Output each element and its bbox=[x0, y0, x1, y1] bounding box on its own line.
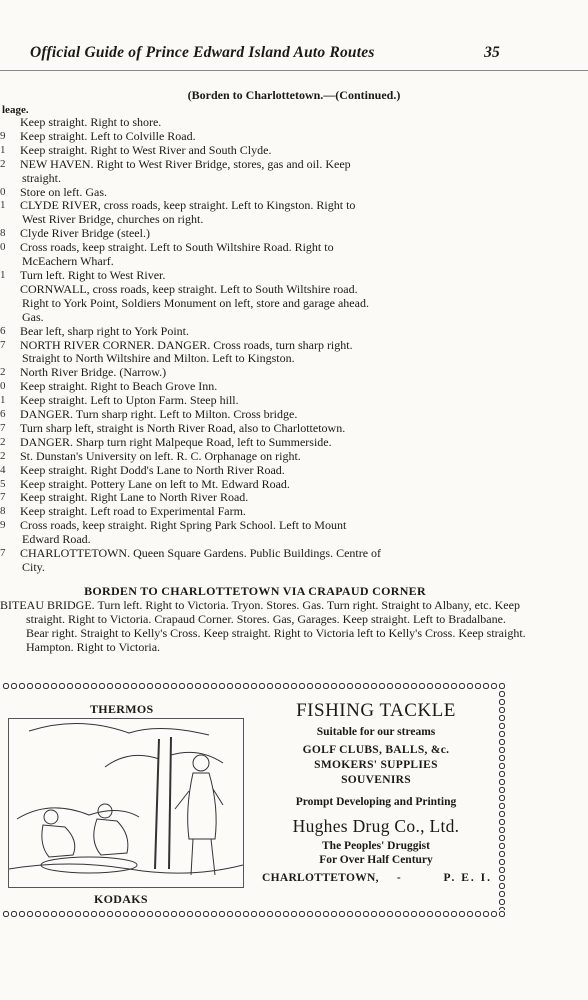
route-entry bbox=[0, 158, 510, 172]
mileage-number: 8 bbox=[0, 505, 6, 518]
ad-line-2: GOLF CLUBS, BALLS, &c. bbox=[302, 744, 450, 756]
route-entry bbox=[0, 352, 510, 366]
route-entry-text: DANGER. Turn sharp right. Left to Milton. Cross bridge. bbox=[20, 407, 298, 422]
route-entry bbox=[0, 325, 510, 339]
route-entry bbox=[0, 186, 510, 200]
route-entry bbox=[0, 547, 510, 561]
mileage-number: 1 bbox=[0, 394, 6, 407]
mileage-number: 0 bbox=[0, 380, 6, 393]
route-entry bbox=[0, 422, 510, 436]
route-entry bbox=[0, 213, 510, 227]
route-entry bbox=[0, 241, 510, 255]
route-entry bbox=[0, 116, 510, 130]
mileage-number: 0 bbox=[0, 185, 6, 198]
mileage-number: 2 bbox=[0, 157, 6, 170]
picnic-scene-icon bbox=[9, 719, 243, 887]
ad-tagline-1: The Peoples' Druggist bbox=[322, 840, 430, 852]
header-rule bbox=[0, 70, 588, 71]
ad-address bbox=[258, 872, 494, 884]
route-entry-text: Keep straight. Right to West River and South Clyde. bbox=[20, 142, 272, 157]
route-entry bbox=[0, 478, 510, 492]
route-entry-text: Keep straight. Right Dodd's Lane to North River Road. bbox=[20, 462, 285, 477]
route-entry-text: NORTH RIVER CORNER. DANGER. Cross roads, turn sharp right. bbox=[20, 337, 353, 352]
ad-border-top bbox=[2, 682, 506, 690]
mileage-number: 9 bbox=[0, 129, 6, 142]
route-entry-text: Cross roads, keep straight. Right Spring Park School. Left to Mount bbox=[20, 518, 347, 533]
route-entry bbox=[0, 172, 510, 186]
ad-line-1: Suitable for our streams bbox=[316, 726, 436, 738]
section-paragraph: BITEAU BRIDGE. Turn left. Right to Victoria. Tryon. Stores. Gas. Turn right. Straight to Albany, etc. Keep straight. Right to Victoria. Crapaud Corner. Stores. Gas, Garages. Keep straight. Left to Bradalbane. Bear right. Straight to Kelly's Cross. Keep straight. Right to Victoria left to Kelly's Cross. Keep straight. Hampton. Right to Victoria. bbox=[0, 598, 526, 654]
route-entry bbox=[0, 269, 510, 283]
route-entry-text: Right to York Point, Soldiers Monument on left, store and garage ahead. bbox=[22, 295, 369, 310]
route-entry-text: Gas. bbox=[22, 309, 44, 324]
mileage-number: 5 bbox=[0, 477, 6, 490]
route-entry-text: Keep straight. Left to Colville Road. bbox=[20, 128, 196, 143]
ad-company: Hughes Drug Co., Ltd. bbox=[292, 816, 460, 836]
route-entry-text: Store on left. Gas. bbox=[20, 184, 107, 199]
mileage-number: 1 bbox=[0, 268, 6, 281]
section-title: BORDEN TO CHARLOTTETOWN VIA CRAPAUD CORNER bbox=[84, 584, 426, 598]
route-entry bbox=[0, 533, 510, 547]
page-header bbox=[30, 44, 500, 62]
ad-line-5: Prompt Developing and Printing bbox=[295, 796, 457, 808]
mileage-number: 7 bbox=[0, 491, 6, 504]
route-entry-text: CORNWALL, cross roads, keep straight. Left to South Wiltshire road. bbox=[20, 281, 358, 296]
ad-headline: FISHING TACKLE bbox=[296, 700, 456, 721]
route-entry-text: Edward Road. bbox=[22, 532, 91, 547]
route-entry-text: Turn sharp left, straight is North River Road, also to Charlottetown. bbox=[20, 420, 346, 435]
mileage-number: 1 bbox=[0, 199, 6, 212]
ad-line-4: SOUVENIRS bbox=[341, 774, 411, 786]
ad-province: P. E. I. bbox=[443, 872, 492, 884]
route-entry-text: Keep straight. Right to shore. bbox=[20, 115, 162, 129]
route-entry bbox=[0, 227, 510, 241]
mileage-number: 2 bbox=[0, 435, 6, 448]
route-entry-text: McEachern Wharf. bbox=[22, 254, 114, 269]
route-entry bbox=[0, 505, 510, 519]
route-entry-text: Clyde River Bridge (steel.) bbox=[20, 226, 150, 241]
mileage-number: 1 bbox=[0, 143, 6, 156]
mileage-number: 7 bbox=[0, 421, 6, 434]
mileage-number: 4 bbox=[0, 463, 6, 476]
mileage-number: 8 bbox=[0, 227, 6, 240]
route-entry bbox=[0, 491, 510, 505]
ad-place: CHARLOTTETOWN, bbox=[262, 872, 379, 884]
route-entry bbox=[0, 561, 510, 575]
route-entry-text: CHARLOTTETOWN. Queen Square Gardens. Public Buildings. Centre of bbox=[20, 546, 382, 561]
ad-right-panel bbox=[258, 700, 494, 884]
route-entry bbox=[0, 339, 510, 353]
route-entry-text: Keep straight. Left road to Experimental Farm. bbox=[20, 504, 246, 519]
route-entry-text: DANGER. Sharp turn right Malpeque Road, left to Summerside. bbox=[20, 434, 332, 449]
mileage-number: 2 bbox=[0, 449, 6, 462]
mileage-number: 6 bbox=[0, 324, 6, 337]
route-entry bbox=[0, 311, 510, 325]
route-entry bbox=[0, 380, 510, 394]
route-entry-text: CLYDE RIVER, cross roads, keep straight. Left to Kingston. Right to bbox=[20, 198, 356, 213]
route-entry-text: Cross roads, keep straight. Left to South Wiltshire Road. Right to bbox=[20, 240, 334, 255]
route-entry bbox=[0, 199, 510, 213]
ad-line-3: SMOKERS' SUPPLIES bbox=[314, 759, 438, 771]
mileage-number: 6 bbox=[0, 408, 6, 421]
ad-border-right bbox=[498, 690, 506, 910]
route-entry-text: Keep straight. Left to Upton Farm. Steep hill. bbox=[20, 393, 239, 408]
route-entry-text: City. bbox=[22, 560, 45, 574]
route-entry-text: West River Bridge, churches on right. bbox=[22, 212, 204, 227]
header-title: Official Guide of Prince Edward Island Auto Routes bbox=[30, 44, 375, 61]
ad-border-bottom bbox=[2, 910, 506, 918]
route-entry bbox=[0, 255, 510, 269]
mileage-label: leage. bbox=[2, 104, 29, 116]
route-entry-text: Keep straight. Right to Beach Grove Inn. bbox=[20, 379, 218, 394]
route-entry-text: straight. bbox=[22, 170, 61, 185]
route-entry-text: Straight to North Wiltshire and Milton. Left to Kingston. bbox=[22, 351, 295, 366]
route-entry-text: Keep straight. Pottery Lane on left to Mt. Edward Road. bbox=[20, 476, 290, 491]
route-entries bbox=[0, 116, 510, 575]
route-entry bbox=[0, 408, 510, 422]
route-entry bbox=[0, 450, 510, 464]
route-entry bbox=[0, 144, 510, 158]
route-entry-text: North River Bridge. (Narrow.) bbox=[20, 365, 167, 380]
ad-tagline-2: For Over Half Century bbox=[319, 854, 433, 866]
route-subtitle: (Borden to Charlottetown.—(Continued.) bbox=[187, 88, 401, 102]
route-entry bbox=[0, 394, 510, 408]
route-entry-text: Keep straight. Right Lane to North River Road. bbox=[20, 490, 249, 505]
route-entry bbox=[0, 519, 510, 533]
route-entry bbox=[0, 130, 510, 144]
ad-dash: - bbox=[396, 872, 401, 884]
route-entry bbox=[0, 464, 510, 478]
picnic-illustration bbox=[8, 718, 244, 888]
ad-left-title: THERMOS bbox=[90, 702, 154, 716]
route-entry-text: NEW HAVEN. Right to West River Bridge, stores, gas and oil. Keep bbox=[20, 156, 351, 171]
route-entry bbox=[0, 297, 510, 311]
route-entry bbox=[0, 283, 510, 297]
advertisement bbox=[2, 682, 506, 918]
route-entry bbox=[0, 366, 510, 380]
mileage-number: 7 bbox=[0, 547, 6, 560]
page-number: 35 bbox=[484, 44, 500, 61]
ad-left-footer: KODAKS bbox=[94, 892, 148, 906]
route-entry-text: Turn left. Right to West River. bbox=[20, 267, 166, 282]
mileage-number: 0 bbox=[0, 241, 6, 254]
route-entry-text: St. Dunstan's University on left. R. C. Orphanage on right. bbox=[20, 448, 301, 463]
route-entry bbox=[0, 436, 510, 450]
mileage-number: 7 bbox=[0, 338, 6, 351]
route-entry-text: Bear left, sharp right to York Point. bbox=[20, 323, 189, 338]
mileage-number: 9 bbox=[0, 519, 6, 532]
mileage-number: 2 bbox=[0, 366, 6, 379]
